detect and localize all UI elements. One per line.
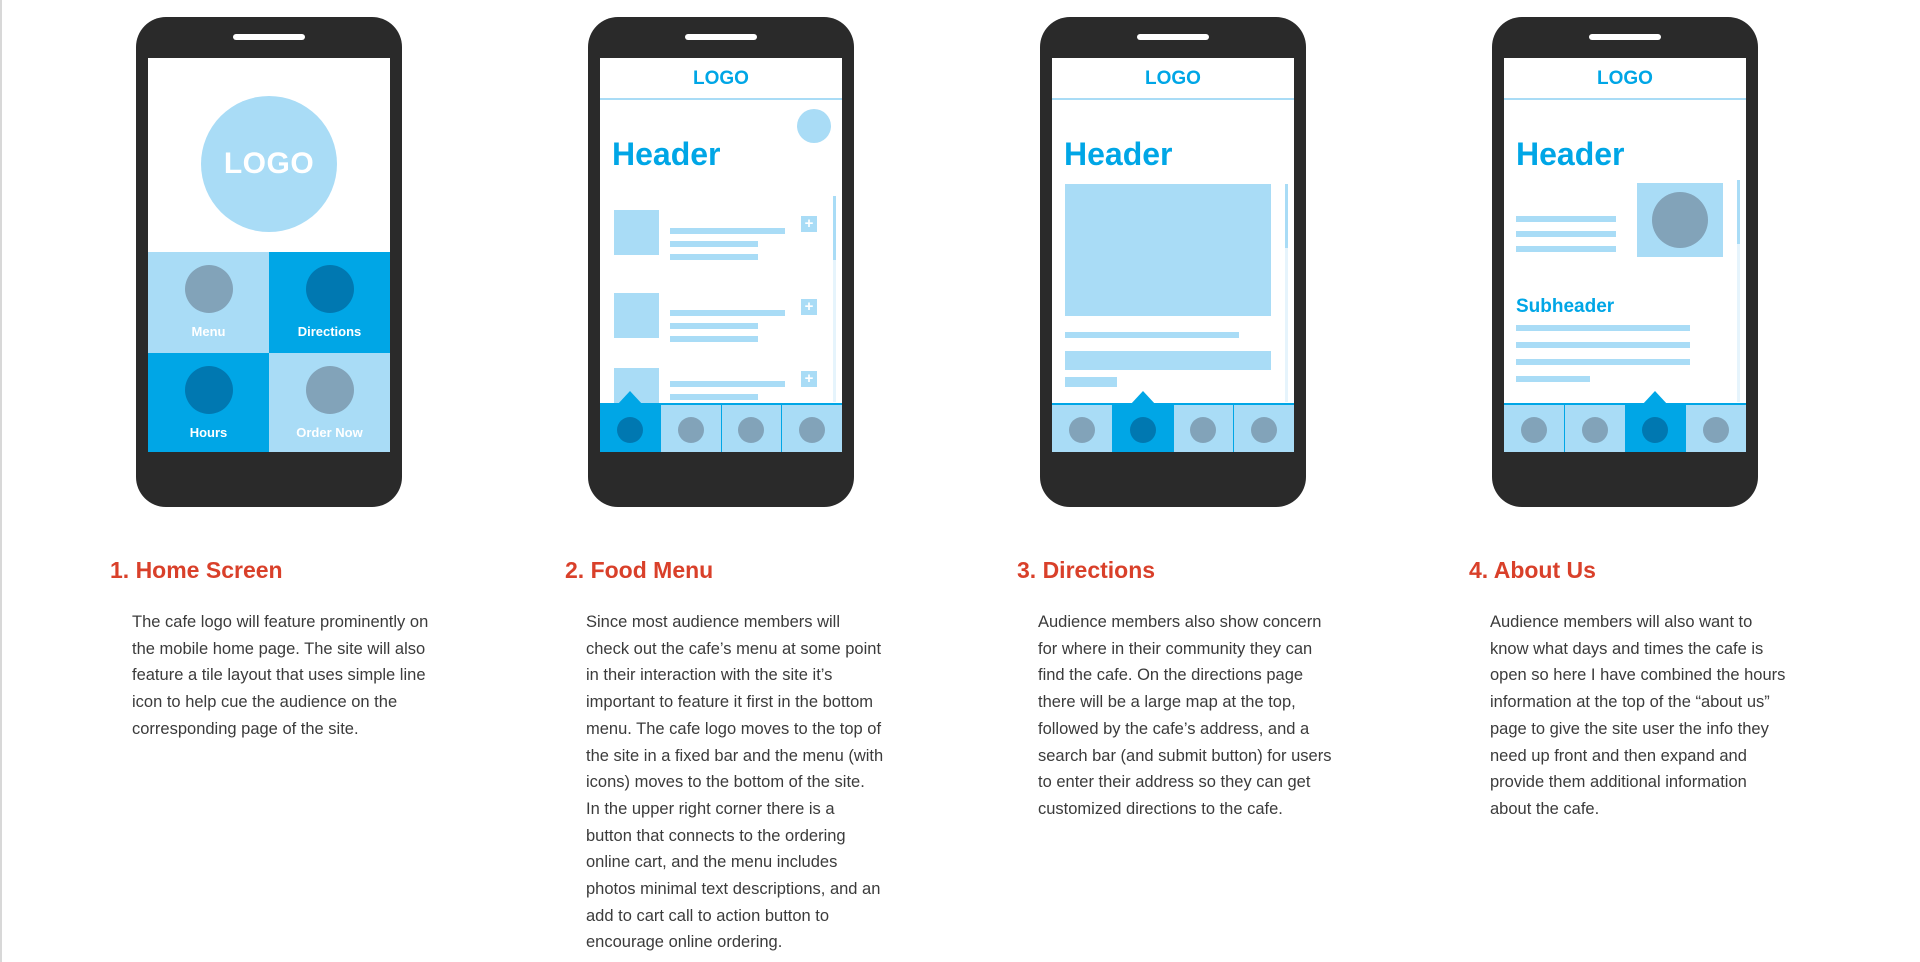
map-placeholder[interactable] bbox=[1065, 184, 1271, 316]
caption-line: information at the top of the “about us” bbox=[1490, 693, 1770, 712]
caption-body-directions bbox=[1038, 609, 1378, 823]
nav-tab-order[interactable] bbox=[1233, 405, 1294, 452]
text-line bbox=[670, 336, 758, 342]
bottom-nav bbox=[600, 403, 842, 452]
caption-line: open so here I have combined the hours bbox=[1490, 666, 1786, 685]
nav-tab-order[interactable] bbox=[781, 405, 842, 452]
hours-icon bbox=[1642, 417, 1668, 443]
caption-title-directions: 3. Directions bbox=[1017, 557, 1156, 583]
screen-header: Header bbox=[1064, 136, 1173, 172]
caption-line: icon to help cue the audience on the bbox=[132, 693, 398, 712]
menu-icon bbox=[1521, 417, 1547, 443]
caption-line: feature a tile layout that uses simple line bbox=[132, 666, 426, 685]
caption-line: the site in a fixed bar and the menu (with bbox=[586, 746, 884, 765]
caption-title-home: 1. Home Screen bbox=[110, 557, 283, 583]
caption-line: to enter their address so they can get bbox=[1038, 773, 1311, 792]
caption-line: need up front and then expand and bbox=[1490, 746, 1747, 765]
caption-line: Since most audience members will bbox=[586, 613, 841, 631]
caption-line: search bar (and submit button) for users bbox=[1038, 746, 1332, 765]
hours-icon bbox=[738, 417, 764, 443]
caption-line: customized directions to the cafe. bbox=[1038, 799, 1283, 818]
caption-title-food-menu: 2. Food Menu bbox=[565, 557, 714, 583]
directions-icon bbox=[1130, 417, 1156, 443]
screen-subheader: Subheader bbox=[1516, 296, 1615, 317]
caption-body-home bbox=[132, 609, 472, 743]
tile-menu[interactable] bbox=[148, 252, 269, 353]
caption-line: The cafe logo will feature prominently on bbox=[132, 613, 429, 631]
tile-label: Order Now bbox=[296, 425, 363, 440]
nav-tab-menu[interactable] bbox=[600, 405, 660, 452]
nav-tab-menu[interactable] bbox=[1052, 405, 1112, 452]
menu-item-photo bbox=[614, 210, 659, 255]
text-line bbox=[670, 394, 758, 400]
caption-line: icons) moves to the bottom of the site. bbox=[586, 773, 865, 792]
caption-title-about-us: 4. About Us bbox=[1469, 557, 1596, 583]
caption-line: Audience members also show concern bbox=[1038, 613, 1322, 631]
text-line bbox=[670, 310, 785, 316]
nav-tab-directions[interactable] bbox=[1112, 405, 1173, 452]
caption-line: the mobile home page. The site will also bbox=[132, 639, 426, 658]
nav-tab-menu[interactable] bbox=[1504, 405, 1564, 452]
directions-icon bbox=[1582, 417, 1608, 443]
caption-line: know what days and times the cafe is bbox=[1490, 639, 1764, 658]
text-line bbox=[1516, 325, 1690, 331]
phone-speaker bbox=[1137, 34, 1209, 40]
caption-line: important to feature it first in the bottom bbox=[586, 693, 874, 712]
tile-label: Directions bbox=[297, 324, 362, 339]
text-line bbox=[670, 228, 785, 234]
menu-icon bbox=[185, 265, 233, 313]
caption-line: online cart, and the menu includes bbox=[586, 853, 838, 872]
phone-speaker bbox=[1589, 34, 1661, 40]
order-icon bbox=[1251, 417, 1277, 443]
caption-line: about the cafe. bbox=[1490, 799, 1600, 818]
caption-line: In the upper right corner there is a bbox=[586, 799, 835, 818]
hours-icon bbox=[1190, 417, 1216, 443]
screen-header: Header bbox=[612, 136, 721, 172]
caption-line: there will be a large map at the top, bbox=[1038, 693, 1296, 712]
caption-line: provide them additional information bbox=[1490, 773, 1747, 792]
add-to-cart-button[interactable]: + bbox=[801, 371, 817, 387]
nav-tab-directions[interactable] bbox=[1564, 405, 1625, 452]
text-line bbox=[1516, 342, 1690, 348]
tile-label: Hours bbox=[189, 425, 228, 440]
menu-icon bbox=[1069, 417, 1095, 443]
caption-line: followed by the cafe’s address, and a bbox=[1038, 719, 1310, 738]
text-line bbox=[1516, 376, 1590, 382]
phone-directions bbox=[1040, 17, 1306, 507]
text-line bbox=[1516, 246, 1616, 252]
caption-line: in their interaction with the site it’s bbox=[586, 666, 833, 685]
phone-home-screen bbox=[136, 17, 402, 507]
phone-food-menu bbox=[588, 17, 854, 507]
scrollbar-thumb[interactable] bbox=[1285, 184, 1288, 248]
text-line bbox=[670, 323, 758, 329]
tile-order-now[interactable] bbox=[269, 353, 390, 452]
caption-line: add to cart call to action button to bbox=[586, 906, 830, 925]
logo-bar[interactable]: LOGO bbox=[1504, 58, 1746, 100]
phone-speaker bbox=[685, 34, 757, 40]
phone-screen bbox=[1052, 58, 1294, 452]
order-now-icon bbox=[306, 366, 354, 414]
caption-line: button that connects to the ordering bbox=[586, 826, 846, 845]
text-line bbox=[1516, 359, 1690, 365]
bottom-nav bbox=[1052, 403, 1294, 452]
caption-line: check out the cafe’s menu at some point bbox=[586, 639, 882, 658]
about-photo bbox=[1637, 183, 1723, 257]
address-line bbox=[1065, 332, 1239, 338]
search-bar[interactable] bbox=[1065, 351, 1271, 370]
tile-hours[interactable] bbox=[148, 353, 269, 452]
caption-line: menu. The cafe logo moves to the top of bbox=[586, 719, 882, 738]
text-line bbox=[670, 254, 758, 260]
nav-tab-directions[interactable] bbox=[660, 405, 721, 452]
scrollbar-thumb[interactable] bbox=[1737, 180, 1740, 244]
tile-directions[interactable] bbox=[269, 252, 390, 353]
add-to-cart-button[interactable]: + bbox=[801, 216, 817, 232]
logo-circle[interactable]: LOGO bbox=[201, 96, 337, 232]
menu-item-photo bbox=[614, 293, 659, 338]
tile-label: Menu bbox=[191, 324, 226, 339]
text-line bbox=[1516, 231, 1616, 237]
add-to-cart-button[interactable]: + bbox=[801, 299, 817, 315]
caption-line: corresponding page of the site. bbox=[132, 719, 359, 738]
caption-line: photos minimal text descriptions, and an bbox=[586, 880, 881, 899]
page-left-rule bbox=[0, 0, 2, 962]
phone-speaker bbox=[233, 34, 305, 40]
nav-tab-hours[interactable] bbox=[1173, 405, 1234, 452]
logo-bar[interactable]: LOGO bbox=[600, 58, 842, 100]
directions-icon bbox=[678, 417, 704, 443]
hours-icon bbox=[185, 366, 233, 414]
caption-body-food-menu bbox=[586, 609, 926, 956]
caption-line: page to give the site user the info they bbox=[1490, 719, 1769, 738]
caption-line: for where in their community they can bbox=[1038, 639, 1313, 658]
submit-button[interactable] bbox=[1065, 377, 1117, 387]
phone-about-us bbox=[1492, 17, 1758, 507]
cart-button[interactable] bbox=[797, 109, 831, 143]
caption-line: encourage online ordering. bbox=[586, 933, 783, 952]
text-line bbox=[670, 241, 758, 247]
nav-tab-order[interactable] bbox=[1685, 405, 1746, 452]
directions-icon bbox=[306, 265, 354, 313]
caption-line: find the cafe. On the directions page bbox=[1038, 666, 1304, 685]
nav-tab-hours[interactable] bbox=[1625, 405, 1686, 452]
caption-line: Audience members will also want to bbox=[1490, 613, 1753, 631]
text-line bbox=[1516, 216, 1616, 222]
menu-icon bbox=[617, 417, 643, 443]
phone-screen bbox=[148, 58, 390, 452]
nav-tab-hours[interactable] bbox=[721, 405, 782, 452]
phone-screen bbox=[1504, 58, 1746, 452]
screen-header: Header bbox=[1516, 136, 1625, 172]
logo-bar[interactable]: LOGO bbox=[1052, 58, 1294, 100]
scrollbar-thumb[interactable] bbox=[833, 196, 836, 260]
caption-body-about-us bbox=[1490, 609, 1830, 823]
order-icon bbox=[799, 417, 825, 443]
text-line bbox=[670, 381, 785, 387]
bottom-nav bbox=[1504, 403, 1746, 452]
phone-screen bbox=[600, 58, 842, 452]
order-icon bbox=[1703, 417, 1729, 443]
photo-icon bbox=[1652, 192, 1708, 248]
